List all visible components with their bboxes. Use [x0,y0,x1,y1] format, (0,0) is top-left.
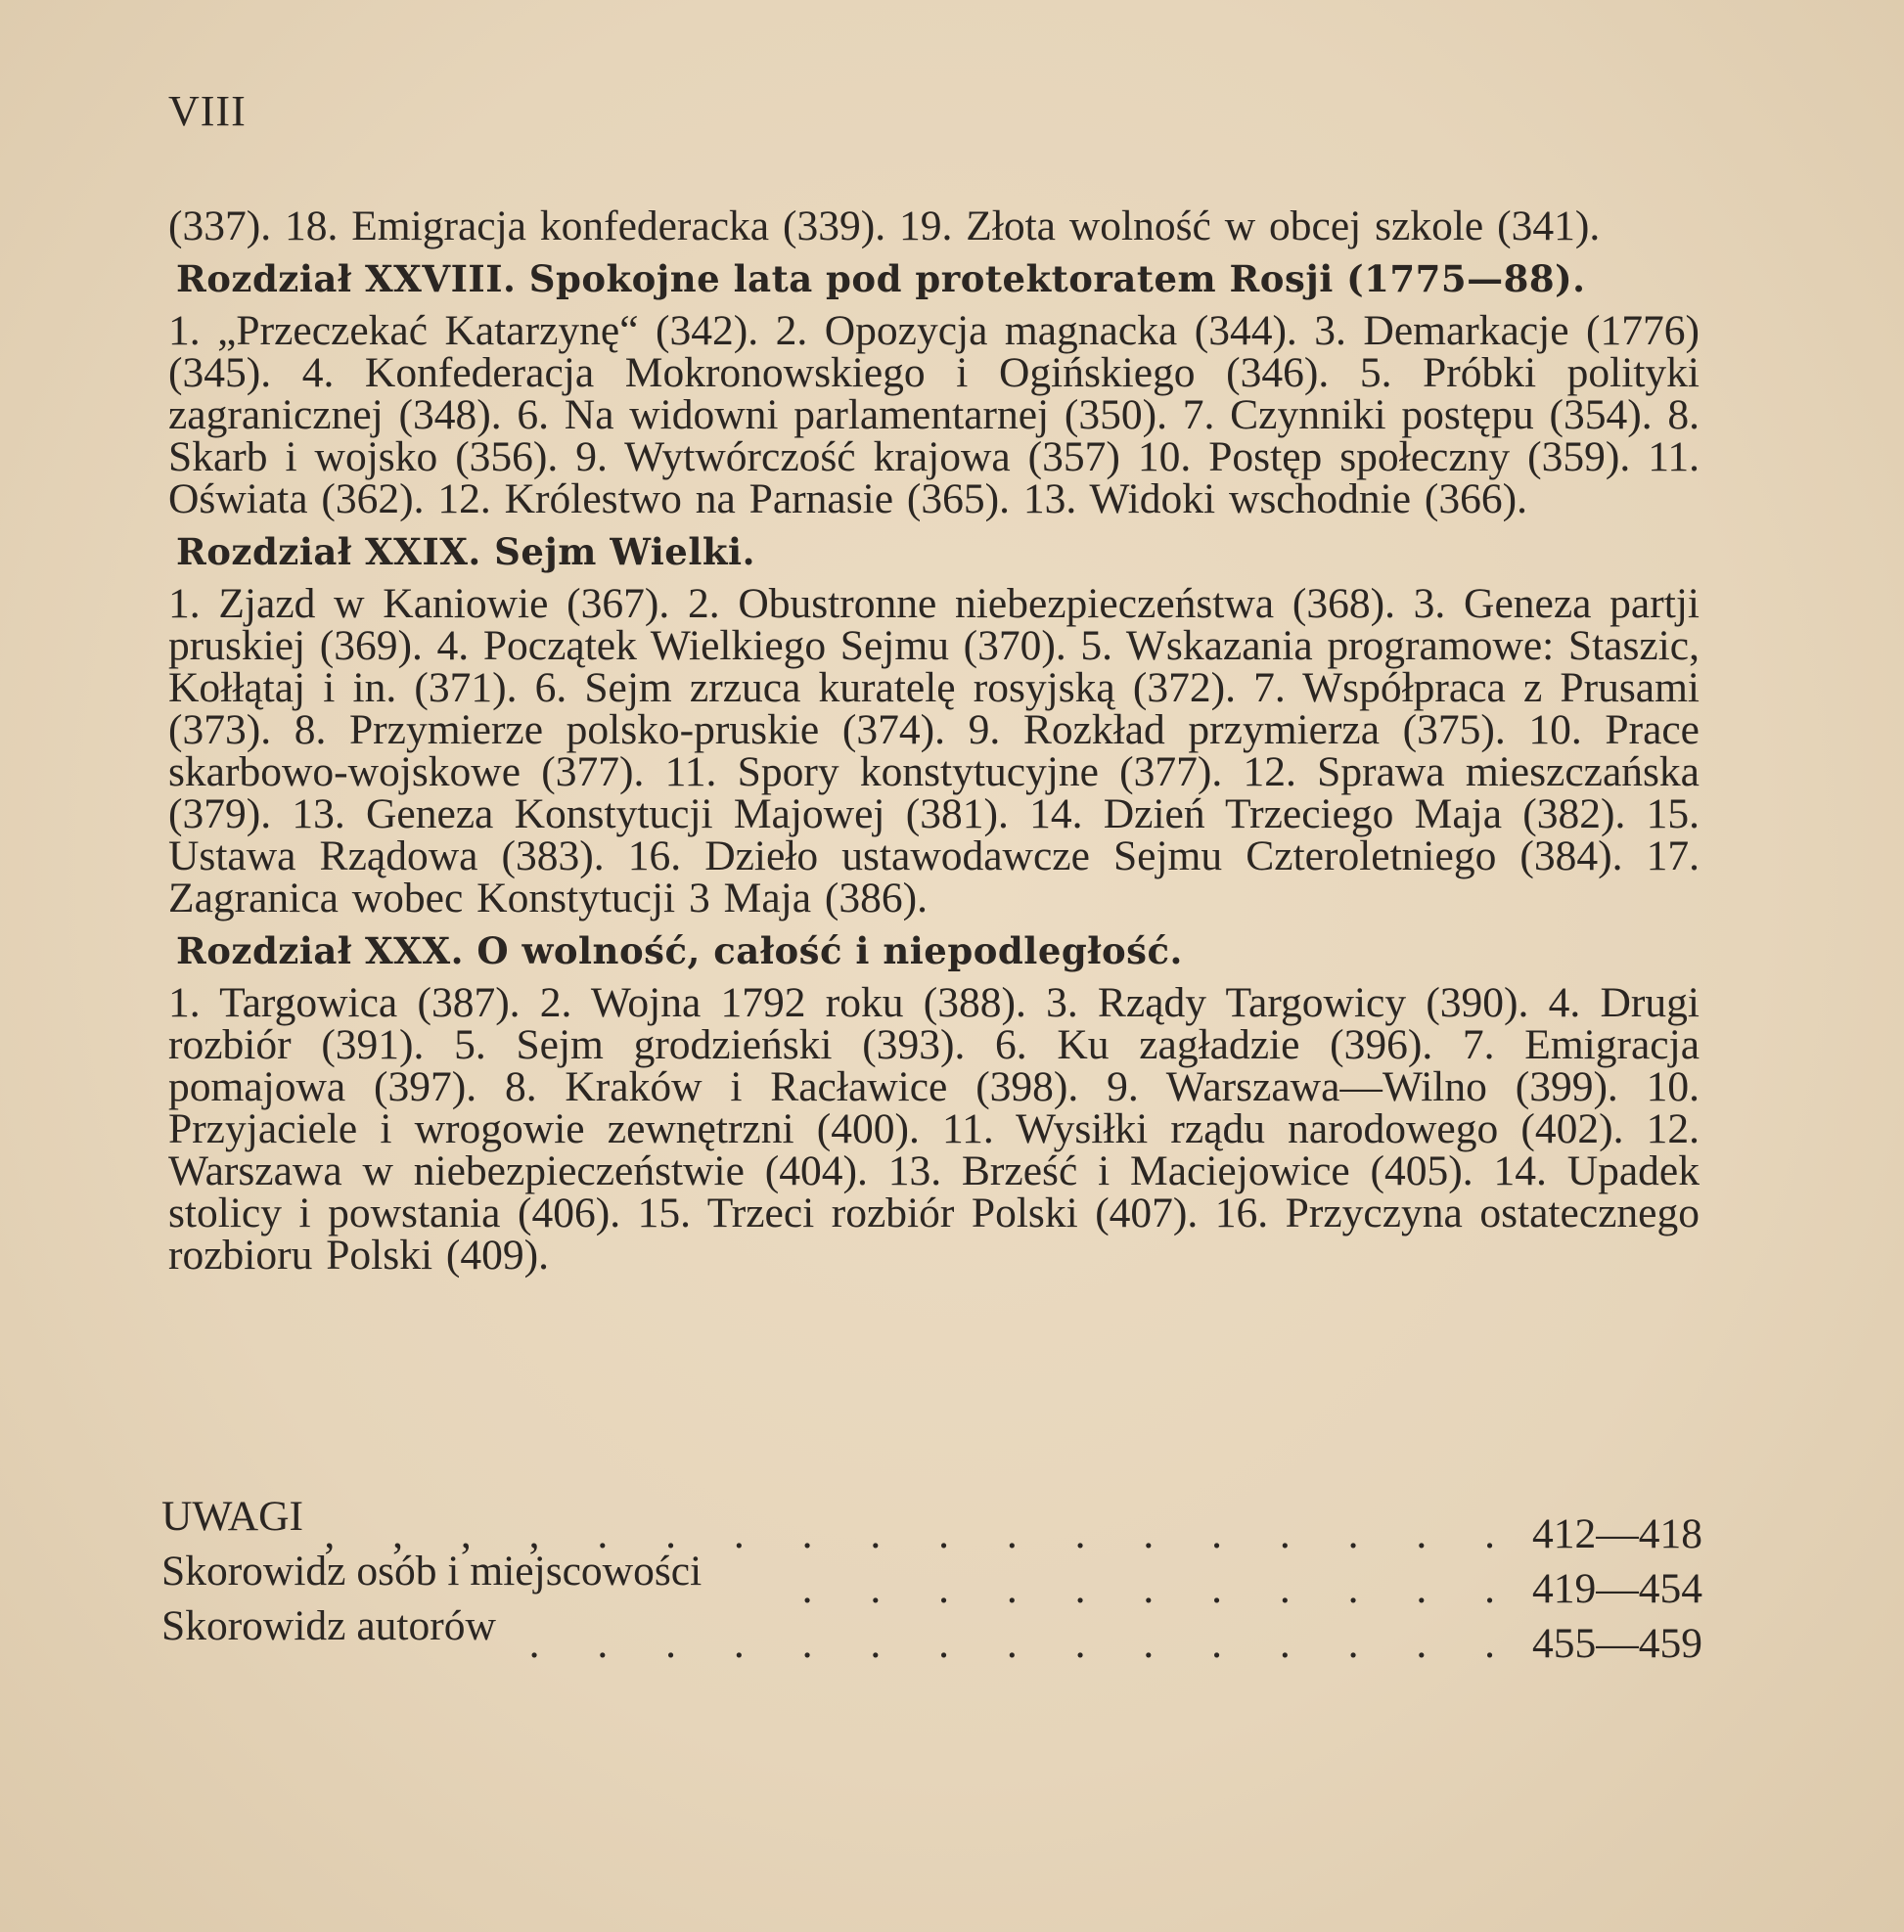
chapter-heading-xxix: Rozdział XXIX. Sejm Wielki. [176,530,755,573]
chapter-contents-xxx: 1. Targowica (387). 2. Wojna 1792 roku (388). 3. Rządy Targowicy (390). 4. Drugi rozbiór (391). 5. Sejm grodzieński (393). 6. Ku zagładzie (396). 7. Emigracja pomajowa (397). 8. Kraków i Racławice (398). 9. Warszawa—Wilno (399). 10. Przyjaciele i wrogowie zewnętrzni (400). 11. Wysiłki rządu narodowego (402). 12. Warszawa w niebezpieczeństwie (404). 13. Brześć i Maciejowice (405). 14. Upadek stolicy i powstania (406). 15. Trzeci rozbiór Polski (407). 16. Przyczyna ostatecznego rozbioru Polski (409). [168,979,1700,1279]
toc-row-uwagi [161,1492,1702,1557]
toc-label: UWAGI [161,1493,303,1540]
appendix-list [161,1492,1702,1667]
dot-leader: . . . . . . . . . . . [801,1565,1519,1612]
table-of-contents [168,202,1700,1279]
chapter-heading-xxviii: Rozdział XXVIII. Spokojne lata pod protektoratem Rosji (1775—88). [176,257,1586,300]
chapter-contents-xxix: 1. Zjazd w Kaniowie (367). 2. Obustronne niebezpieczeństwa (368). 3. Geneza partji pruskiej (369). 4. Początek Wielkiego Sejmu (370). 5. Wskazania programowe: Staszic, Kołłątaj i in. (371). 6. Sejm zrzuca kuratelę rosyjską (372). 7. Współpraca z Prusami (373). 8. Przymierze polsko-pruskie (374). 9. Rozkład przymierza (375). 10. Prace skarbowo-wojskowe (377). 11. Spory konstytucyjne (377). 12. Sprawa mieszczańska (379). 13. Geneza Konstytucji Majowej (381). 14. Dzień Trzeciego Maja (382). 15. Ustawa Rządowa (383). 16. Dzieło ustawodawcze Sejmu Czteroletniego (384). 17. Zagranica wobec Konstytucji 3 Maja (386). [168,580,1700,921]
toc-label: Skorowidz autorów [161,1602,496,1649]
chapter-heading-xxx: Rozdział XXX. O wolność, całość i niepodległość. [176,929,1183,972]
section-text-continued: (337). 18. Emigracja konfederacka (339). 19. Złota wolność w obcej szkole (341). [168,202,1601,249]
toc-pages: 455—459 [1532,1620,1702,1667]
toc-label: Skorowidz osób i miejscowości [161,1548,703,1595]
dot-leader: . . . . . . . . . . . . . . . [528,1620,1519,1667]
chapter-contents-xxviii: 1. „Przeczekać Katarzynę“ (342). 2. Opozycja magnacka (344). 3. Demarkacje (1776) (345). 4. Konfederacja Mokronowskiego i Ogińskiego (346). 5. Próbki polityki zagranicznej (348). 6. Na widowni parlamentarnej (350). 7. Czynniki postępu (354). 8. Skarb i wojsko (356). 9. Wytwórczość krajowa (357) 10. Postęp społeczny (359). 11. Oświata (362). 12. Królestwo na Parnasie (365). 13. Widoki wschodnie (366). [168,307,1700,522]
page-number: VIII [168,87,247,135]
dot-leader: . . . . . . . . . . . . . . , , , , [324,1510,1519,1557]
toc-pages: 412—418 [1532,1510,1702,1557]
toc-pages: 419—454 [1532,1565,1702,1612]
